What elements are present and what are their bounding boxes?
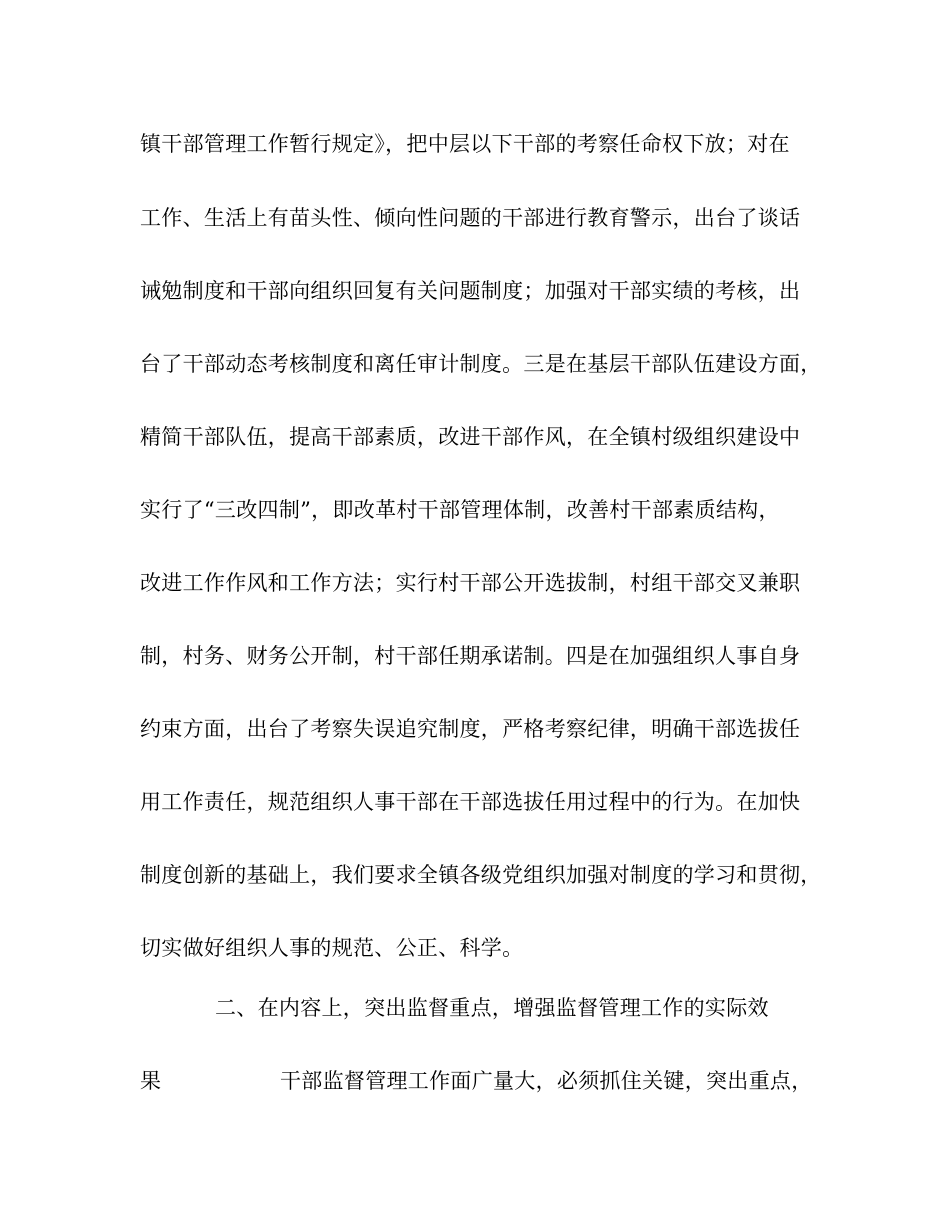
body-text-line: 制，村务、财务公开制，村干部任期承诺制。四是在加强组织人事自身 (140, 644, 801, 668)
body-text-line: 台了干部动态考核制度和离任审计制度。三是在基层干部队伍建设方面， (140, 352, 822, 376)
body-text-line: 约束方面，出台了考察失误追究制度，严格考察纪律，明确干部选拔任 (140, 717, 801, 741)
section-heading: 二、在内容上，突出监督重点，增强监督管理工作的实际效 (215, 996, 769, 1020)
body-text-line: 改进工作作风和工作方法；实行村干部公开选拔制，村组干部交叉兼职 (140, 571, 801, 595)
body-text-line: 镇干部管理工作暂行规定》，把中层以下干部的考察任命权下放；对在 (140, 132, 790, 156)
body-text-line: 实行了“三改四制”，即改革村干部管理体制，改善村干部素质结构， (140, 498, 780, 522)
body-text-line: 诫勉制度和干部向组织回复有关问题制度；加强对干部实绩的考核，出 (140, 279, 801, 303)
section-heading-end: 果 (140, 1069, 162, 1093)
body-text-line: 精简干部队伍，提高干部素质，改进干部作风，在全镇村级组织建设中 (140, 425, 801, 449)
body-text-line: 制度创新的基础上，我们要求全镇各级党组织加强对制度的学习和贯彻， (140, 863, 822, 887)
body-text-line: 工作、生活上有苗头性、倾向性问题的干部进行教育警示，出台了谈话 (140, 206, 801, 230)
section-heading-end-line (140, 1067, 813, 1095)
body-text-line: 用工作责任，规范组织人事干部在干部选拔任用过程中的行为。在加快 (140, 790, 801, 814)
body-text-line: 切实做好组织人事的规范、公正、科学。 (140, 936, 524, 960)
body-text-line: 干部监督管理工作面广量大，必须抓住关键，突出重点， (280, 1069, 813, 1093)
